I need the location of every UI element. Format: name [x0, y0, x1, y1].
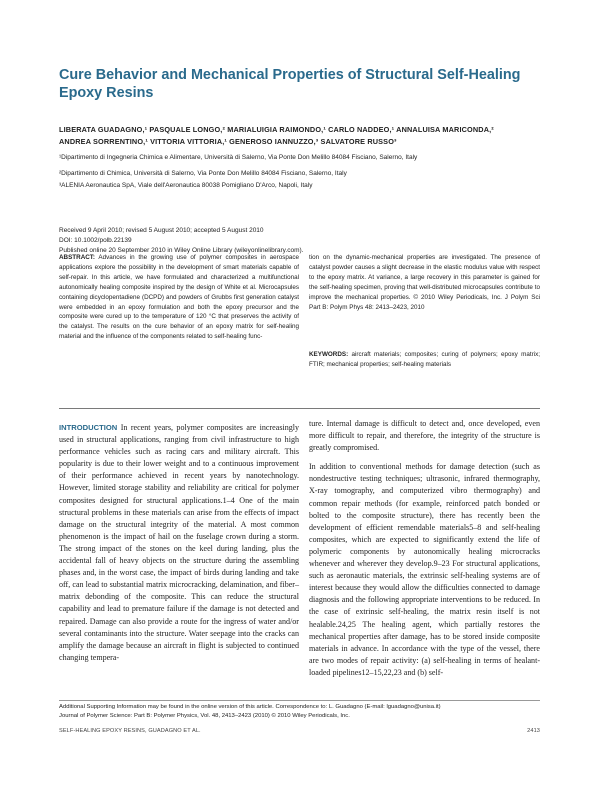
section-divider	[59, 408, 540, 409]
body-left-column	[59, 422, 299, 664]
footnote-divider	[59, 700, 540, 701]
doi: DOI: 10.1002/polb.22139	[59, 237, 132, 244]
published-online: Published online 20 September 2010 in Wiley Online Library (wileyonlinelibrary.com).	[59, 247, 304, 254]
authors-line-2: ANDREA SORRENTINO,¹ VITTORIA VITTORIA,¹ GENEROSO IANNUZZO,³ SALVATORE RUSSO³	[59, 137, 397, 146]
keywords-block	[309, 350, 540, 370]
keywords-text: aircraft materials; composites; curing of polymers; epoxy matrix; FTIR; mechanical properties; self-healing materials	[309, 351, 541, 368]
affiliation-3: ³ALENIA Aeronautica SpA, Viale dell'Aeronautica 80038 Pomigliano D'Arco, Napoli, Italy	[59, 182, 313, 189]
body-paragraph: ture. Internal damage is difficult to detect and, once developed, even more difficult to repair, and therefore, the integrity of the structure is greatly compromised.	[309, 419, 540, 453]
body-paragraph: In addition to conventional methods for damage detection (such as nondestructive testing techniques; ultrasonic, infrared thermography, X-ray tomography, and computerized vibro thermography) and common repair methods (for example, reinforced patch bonded or bolted to the composite structure), there has recently been the development of efficient remendable materials5–8 and self-healing composites, which are expected to significantly extend the life of polymeric components by autonomically healing microcracks whenever and wherever they develop.9–23 For structural applications, such as aeronautic materials, the extrinsic self-healing systems are of interest because they would allow the difficulties connected to damage diagnosis and the following appropriate interventions to be reduced. In the case of extrinsic self-healing, the matrix resin itself is not healable.24,25 The healing agent, which partially restores the mechanical properties after damage, has to be stored inside composite materials in advance. In accordance with the type of the vessel, there are two modes of repair activity: (a) self-healing in terms of healant-loaded pipelines12–15,22,23 and (b) self-	[309, 462, 540, 677]
abstract-right-column: tion on the dynamic-mechanical properties are investigated. The presence of catalyst powder causes a slight decrease in the elastic modulus value with respect to the epoxy matrix. At variance, a large recovery in this parameter is gained for the self-healing specimen, proving that well-distributed microcapsules contribute to improve the mechanical properties. © 2010 Wiley Periodicals, Inc. J Polym Sci Part B: Polym Phys 48: 2413–2423, 2010	[309, 254, 540, 311]
abstract-left-column	[59, 253, 299, 342]
body-text-left: In recent years, polymer composites are increasingly used in structural applications, ranging from civil infrastructure to high performance vehicles such as racing cars and military aircraft. This popularity is due to their lower weight and to a continuous improvement of their performance achieved in recent years by nanotechnology. However, limited storage stability and reliability are critical for polymer composites designed for structural applications.1–4 One of the main structural problems in these materials can arise from the effects of impact damage on the structural integrity of the material. A most common phenomenon is the impact of hail on the fuselage crown during a storm. The strong impact of the stones on the keel during landing, plus the accidental fall of heavy objects on the structure during the assembling phases and, in the worst case, the impact of birds during landing and take off, can lead to substantial matrix microcracking, delamination, and fiber–matrix debonding of the composite. This can reduce the structural capability and lead to premature failure if the damage is not detected and repaired. Damage can also provide a route for the ingress of water and/or several contaminants into the structure. Water seepage into the cracks can amplify the damage because an aircraft in flight is subjected to continued changing tempera-	[59, 423, 299, 662]
author-list	[59, 124, 529, 148]
running-title: SELF-HEALING EPOXY RESINS, GUADAGNO ET AL.	[59, 728, 201, 734]
publication-info	[59, 226, 539, 256]
page-number: 2413	[527, 728, 540, 734]
body-right-column	[309, 418, 540, 679]
article-title: Cure Behavior and Mechanical Properties of Structural Self-Healing Epoxy Resins	[59, 67, 521, 101]
received-dates: Received 9 April 2010; revised 5 August 2010; accepted 5 August 2010	[59, 227, 264, 234]
abstract-text-left: Advances in the growing use of polymer composites in aerospace applications explore the possibility in the development of smart materials capable of self-repair. In this article, we have formulated and characterized a multifunctional autonomically healing composite inspired by the design of White et al. Microcapsules containing dicyclopentadiene (DCPD) and powders of Grubbs first generation catalyst were embedded in an epoxy formulation and both the epoxy precursor and the composite were cured up to the temperature of 120 °C that preserves the activity of the catalyst. The results on the cure behavior of an epoxy matrix for self-healing material and the influence of the components related to self-healing func-	[59, 254, 299, 341]
introduction-heading: INTRODUCTION	[59, 423, 118, 432]
affiliation-1: ¹Dipartimento di Ingegneria Chimica e Alimentare, Università di Salerno, Via Ponte Don Melillo 84084 Fisciano, Salerno, Italy	[59, 154, 418, 161]
authors-line-1: LIBERATA GUADAGNO,¹ PASQUALE LONGO,² MARIALUIGIA RAIMONDO,¹ CARLO NADDEO,¹ ANNALUISA MARICONDA,²	[59, 125, 494, 134]
footnote-correspondence: Additional Supporting Information may be found in the online version of this article. Correspondence to: L. Guadagno (E-mail: lguadagno@unisa.it)	[59, 704, 441, 710]
affiliation-2: ²Dipartimento di Chimica, Università di Salerno, Via Ponte Don Melillo 84084 Fisciano, Salerno, Italy	[59, 170, 347, 177]
footnote-journal: Journal of Polymer Science: Part B: Polymer Physics, Vol. 48, 2413–2423 (2010) © 2010 Wiley Periodicals, Inc.	[59, 713, 350, 719]
keywords-label: KEYWORDS:	[309, 351, 349, 358]
abstract-label: ABSTRACT:	[59, 254, 96, 261]
